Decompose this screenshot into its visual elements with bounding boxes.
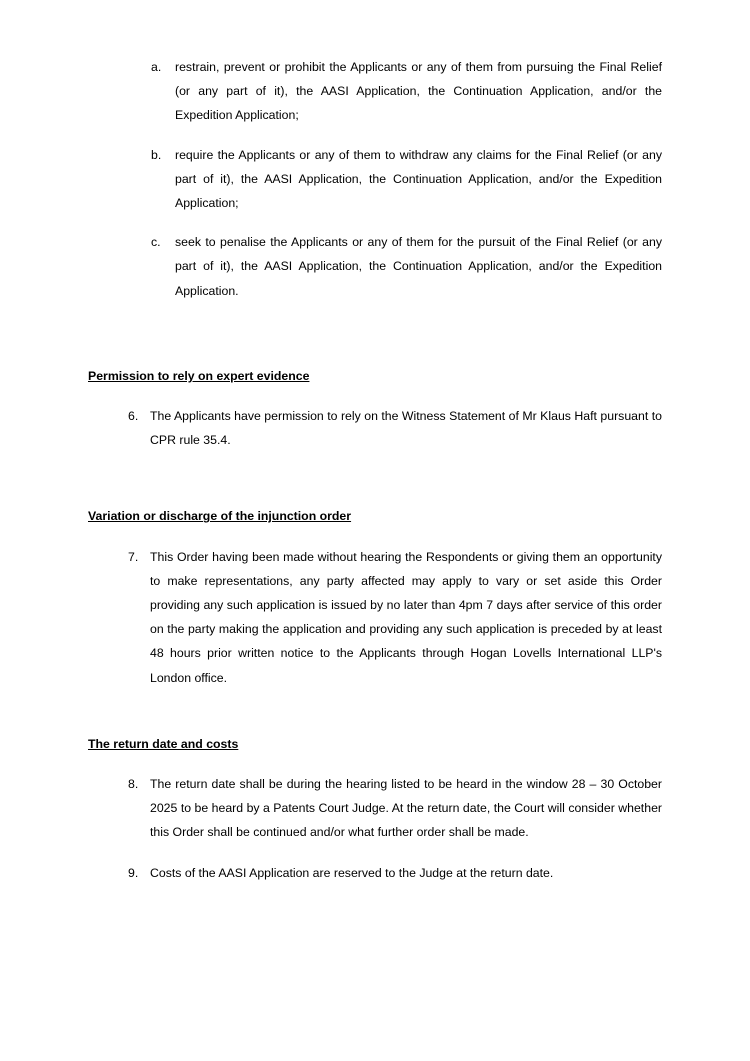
spacer <box>88 529 662 545</box>
section-heading-return-date-costs: The return date and costs <box>88 736 239 751</box>
paragraph-9 <box>88 861 662 885</box>
list-marker: c. <box>151 235 161 250</box>
spacer <box>88 690 662 732</box>
paragraph-text: The Applicants have permission to rely on the Witness Statement of Mr Klaus Haft pursuant to CPR rule 35.4. <box>150 409 662 448</box>
paragraph-text: This Order having been made without hearing the Respondents or giving them an opportunity to make representations, any party affected may apply to vary or set aside this Order providing any such application is issued by no later than 4pm 7 days after service of this order on the party making the application and providing any such application is preceded by at least 48 hours prior written notice to the Applicants through Hogan Lovells International LLP's London office. <box>150 549 662 685</box>
paragraph-number: 7. <box>128 549 139 564</box>
section-heading-expert-evidence: Permission to rely on expert evidence <box>88 368 310 383</box>
spacer <box>88 388 662 404</box>
paragraph-text: Costs of the AASI Application are reserved to the Judge at the return date. <box>150 865 554 880</box>
paragraph-number: 6. <box>128 409 139 424</box>
paragraph-number: 9. <box>128 865 139 880</box>
list-item-text: require the Applicants or any of them to withdraw any claims for the Final Relief (or any part of it), the AASI Application, the Continuation Application, and/or the Expedition Application; <box>175 147 662 211</box>
spacer <box>88 452 662 504</box>
list-item-text: restrain, prevent or prohibit the Applicants or any of them from pursuing the Final Relief (or any part of it), the AASI Application, the Continuation Application, and/or the Expedition Application; <box>175 60 662 123</box>
list-marker: a. <box>151 60 162 74</box>
paragraph-8 <box>88 772 662 845</box>
paragraph-text: The return date shall be during the hearing listed to be heard in the window 28 – 30 October 2025 to be heard by a Patents Court Judge. At the return date, the Court will consider whether this Order shall be continued and/or what further order shall be made. <box>150 777 662 840</box>
section-heading-variation-discharge: Variation or discharge of the injunction order <box>88 509 352 524</box>
list-item <box>88 55 662 128</box>
list-marker: b. <box>151 147 162 162</box>
list-item-text: seek to penalise the Applicants or any of them for the pursuit of the Final Relief (or any part of it), the AASI Application, the Continuation Application, and/or the Expedition Application. <box>175 235 662 298</box>
spacer <box>88 845 662 861</box>
list-item <box>88 143 662 216</box>
paragraph-6 <box>88 404 662 452</box>
spacer <box>88 756 662 772</box>
paragraph-7 <box>88 545 662 690</box>
document-body <box>88 55 662 885</box>
spacer <box>88 318 662 364</box>
paragraph-number: 8. <box>128 777 139 792</box>
sub-clause-list <box>88 55 662 303</box>
list-item <box>88 230 662 303</box>
